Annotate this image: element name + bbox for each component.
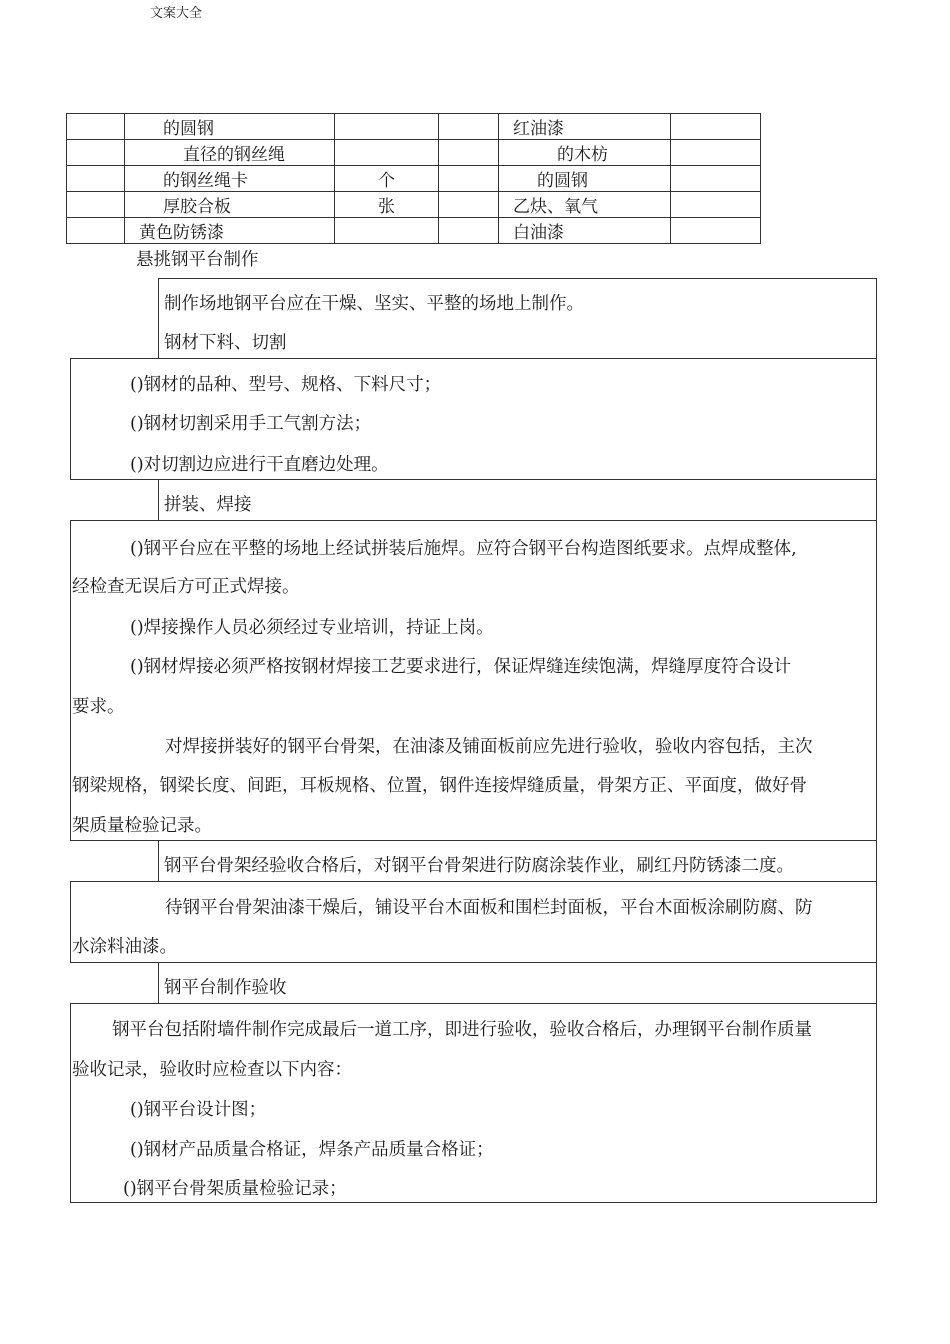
cutting-heading: 钢材下料、切割 xyxy=(164,333,287,353)
materials-cell xyxy=(439,140,499,166)
materials-cell: 的木枋 xyxy=(499,140,671,166)
materials-cell: 个 xyxy=(335,166,439,192)
materials-cell xyxy=(671,218,761,244)
anticorrosion-text: 钢平台骨架经验收合格后，对钢平台骨架进行防腐涂装作业，刷红丹防锈漆二度。 xyxy=(164,856,794,876)
acceptance-box xyxy=(70,1003,877,1203)
materials-cell: 白油漆 xyxy=(499,218,671,244)
materials-table xyxy=(66,113,761,244)
acceptance-heading: 钢平台制作验收 xyxy=(164,978,287,998)
materials-cell: 张 xyxy=(335,192,439,218)
materials-row xyxy=(67,114,761,140)
deck-line: 待钢平台骨架油漆干燥后，铺设平台木面板和围栏封面板，平台木面板涂刷防腐、防 xyxy=(165,898,813,918)
deck-box xyxy=(70,881,877,963)
deck-line: 水涂料油漆。 xyxy=(72,937,177,957)
materials-cell xyxy=(67,140,125,166)
materials-cell: 直径的钢丝绳 xyxy=(125,140,335,166)
materials-cell xyxy=(439,166,499,192)
materials-row xyxy=(67,218,761,244)
welding-line: 要求。 xyxy=(72,697,125,717)
materials-cell xyxy=(671,166,761,192)
materials-cell xyxy=(439,218,499,244)
site-box xyxy=(158,278,877,359)
materials-cell xyxy=(335,114,439,140)
materials-cell xyxy=(671,192,761,218)
materials-cell xyxy=(67,166,125,192)
materials-cell: 红油漆 xyxy=(499,114,671,140)
welding-line: 经检查无误后方可正式焊接。 xyxy=(72,577,300,597)
welding-box xyxy=(70,520,877,841)
welding-line: 对焊接拼装好的钢平台骨架，在油漆及铺面板前应先进行验收，验收内容包括，主次 xyxy=(165,737,813,757)
cutting-item: ()钢材切割采用手工气割方法； xyxy=(130,414,372,434)
welding-line: ()钢平台应在平整的场地上经试拼装后施焊。应符合钢平台构造图纸要求。点焊成整体, xyxy=(130,539,797,559)
materials-cell xyxy=(67,114,125,140)
materials-row xyxy=(67,192,761,218)
materials-cell xyxy=(335,218,439,244)
materials-cell xyxy=(335,140,439,166)
acceptance-line: ()钢平台设计图； xyxy=(130,1100,267,1120)
acceptance-heading-box xyxy=(158,962,877,1004)
materials-cell xyxy=(439,114,499,140)
welding-line: 架质量检验记录。 xyxy=(72,816,212,836)
welding-line: ()焊接操作人员必须经过专业培训，持证上岗。 xyxy=(130,618,494,638)
materials-cell: 的圆钢 xyxy=(499,166,671,192)
materials-row xyxy=(67,140,761,166)
welding-heading: 拼装、焊接 xyxy=(164,495,252,515)
materials-cell: 的钢丝绳卡 xyxy=(125,166,335,192)
materials-cell xyxy=(439,192,499,218)
welding-line: ()钢材焊接必须严格按钢材焊接工艺要求进行，保证焊缝连续饱满，焊缝厚度符合设计 xyxy=(130,657,792,677)
materials-cell: 黄色防锈漆 xyxy=(125,218,335,244)
section-title: 悬挑钢平台制作 xyxy=(136,250,259,270)
anticorrosion-box xyxy=(158,840,877,882)
welding-heading-box xyxy=(158,479,877,521)
acceptance-line: ()钢平台骨架质量检验记录； xyxy=(123,1179,347,1199)
materials-row xyxy=(67,166,761,192)
materials-cell xyxy=(671,114,761,140)
cutting-box xyxy=(70,358,877,480)
site-text: 制作场地钢平台应在干燥、坚实、平整的场地上制作。 xyxy=(164,294,584,314)
acceptance-line: ()钢材产品质量合格证，焊条产品质量合格证； xyxy=(130,1140,494,1160)
materials-cell xyxy=(67,218,125,244)
materials-cell: 厚胶合板 xyxy=(125,192,335,218)
header-mark: 文案大全 xyxy=(150,6,203,21)
cutting-item: ()钢材的品种、型号、规格、下料尺寸； xyxy=(130,375,442,395)
materials-cell xyxy=(67,192,125,218)
materials-cell xyxy=(671,140,761,166)
acceptance-line: 验收记录，验收时应检查以下内容： xyxy=(72,1060,352,1080)
cutting-item: ()对切割边应进行干直磨边处理。 xyxy=(130,455,389,475)
welding-line: 钢梁规格，钢梁长度、间距，耳板规格、位置，钢件连接焊缝质量，骨架方正、平面度，做好骨 xyxy=(72,776,807,796)
materials-cell: 乙炔、氧气 xyxy=(499,192,671,218)
acceptance-line: 钢平台包括附墙件制作完成最后一道工序，即进行验收，验收合格后，办理钢平台制作质量 xyxy=(112,1020,812,1040)
materials-cell: 的圆钢 xyxy=(125,114,335,140)
